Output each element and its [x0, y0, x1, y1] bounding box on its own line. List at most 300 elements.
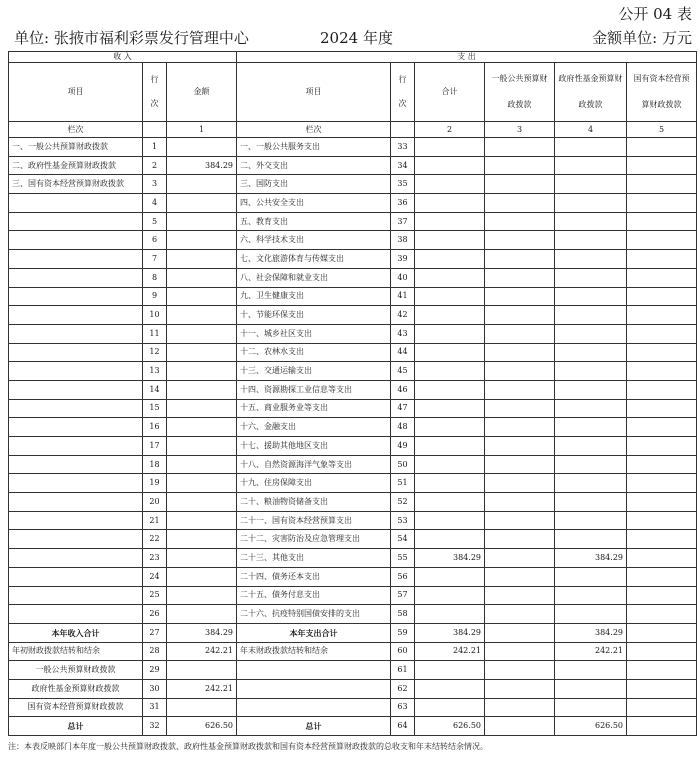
fund-budget-amount	[555, 156, 627, 175]
total-amount: 384.29	[415, 549, 485, 568]
income-amount: 384.29	[167, 623, 237, 642]
state-capital-amount	[627, 268, 697, 287]
income-amount: 242.21	[167, 642, 237, 661]
expense-item: 二十三、其他支出	[237, 549, 391, 568]
expense-item: 六、科学技术支出	[237, 231, 391, 250]
fund-budget-amount	[555, 493, 627, 512]
income-amount	[167, 698, 237, 717]
total-amount	[415, 343, 485, 362]
expense-item: 十六、金融支出	[237, 418, 391, 437]
expense-item	[237, 698, 391, 717]
income-line-no: 4	[143, 194, 167, 213]
income-item	[9, 268, 143, 287]
total-amount	[415, 268, 485, 287]
general-budget-amount	[485, 287, 555, 306]
table-row	[9, 250, 697, 269]
income-amount	[167, 586, 237, 605]
income-section-header: 收 入	[9, 52, 237, 63]
income-line-no: 15	[143, 399, 167, 418]
income-item	[9, 306, 143, 325]
expense-item: 总计	[237, 717, 391, 736]
income-line-no: 10	[143, 306, 167, 325]
table-row	[9, 399, 697, 418]
fund-budget-amount	[555, 212, 627, 231]
income-line-no: 21	[143, 511, 167, 530]
expense-line-no: 43	[391, 324, 415, 343]
income-line-no: 9	[143, 287, 167, 306]
general-budget-amount	[485, 530, 555, 549]
income-line-no: 18	[143, 455, 167, 474]
expense-item: 十七、援助其他地区支出	[237, 437, 391, 456]
expense-item: 年末财政拨款结转和结余	[237, 642, 391, 661]
fund-budget-amount	[555, 175, 627, 194]
state-capital-amount	[627, 455, 697, 474]
fund-budget-amount: 242.21	[555, 642, 627, 661]
income-amount	[167, 567, 237, 586]
total-amount	[415, 324, 485, 343]
fund-budget-amount: 384.29	[555, 549, 627, 568]
fund-budget-amount	[555, 605, 627, 624]
expense-line-no: 47	[391, 399, 415, 418]
total-amount	[415, 399, 485, 418]
fund-budget-amount	[555, 586, 627, 605]
expense-line-no: 37	[391, 212, 415, 231]
state-capital-amount	[627, 586, 697, 605]
income-item-header: 项目	[9, 63, 143, 122]
expense-item: 十八、自然资源海洋气象等支出	[237, 455, 391, 474]
expense-line-no: 40	[391, 268, 415, 287]
general-budget-amount	[485, 605, 555, 624]
income-amount	[167, 661, 237, 680]
income-amount	[167, 399, 237, 418]
income-amount	[167, 194, 237, 213]
income-item	[9, 212, 143, 231]
table-row	[9, 605, 697, 624]
expense-item: 十四、资源勘探工业信息等支出	[237, 380, 391, 399]
state-capital-amount	[627, 605, 697, 624]
table-row	[9, 287, 697, 306]
income-line-no: 29	[143, 661, 167, 680]
state-capital-amount	[627, 623, 697, 642]
fund-budget-amount	[555, 437, 627, 456]
income-amount	[167, 455, 237, 474]
state-capital-amount	[627, 567, 697, 586]
income-line-no: 22	[143, 530, 167, 549]
total-amount	[415, 586, 485, 605]
expense-line-no: 62	[391, 679, 415, 698]
state-capital-amount	[627, 362, 697, 381]
fund-budget-amount	[555, 679, 627, 698]
table-row	[9, 268, 697, 287]
total-amount	[415, 698, 485, 717]
expense-line-no: 41	[391, 287, 415, 306]
expense-line-no: 57	[391, 586, 415, 605]
income-line-no: 26	[143, 605, 167, 624]
income-line-no: 25	[143, 586, 167, 605]
income-amount	[167, 474, 237, 493]
expense-line-no: 61	[391, 661, 415, 680]
state-capital-header: 国有资本经营预算财政拨款	[627, 63, 697, 122]
total-amount	[415, 605, 485, 624]
income-line-no: 19	[143, 474, 167, 493]
general-budget-amount	[485, 250, 555, 269]
income-amount: 242.21	[167, 679, 237, 698]
general-budget-amount	[485, 380, 555, 399]
expense-line-no: 54	[391, 530, 415, 549]
fund-budget-amount	[555, 343, 627, 362]
expense-line-no: 63	[391, 698, 415, 717]
report-year: 2024 年度	[320, 29, 393, 47]
table-row	[9, 437, 697, 456]
income-amount-header: 金额	[167, 63, 237, 122]
fund-budget-amount	[555, 362, 627, 381]
table-row	[9, 231, 697, 250]
col-2-label: 2	[415, 122, 485, 138]
table-row	[9, 530, 697, 549]
income-amount	[167, 343, 237, 362]
income-item	[9, 380, 143, 399]
income-item: 年初财政拨款结转和结余	[9, 642, 143, 661]
income-line-header: 行 次	[143, 63, 167, 122]
state-capital-amount	[627, 399, 697, 418]
general-budget-amount	[485, 493, 555, 512]
fund-budget-amount	[555, 287, 627, 306]
table-row	[9, 324, 697, 343]
state-capital-amount	[627, 287, 697, 306]
total-amount	[415, 250, 485, 269]
general-budget-amount	[485, 175, 555, 194]
expense-line-no: 59	[391, 623, 415, 642]
income-line-no: 28	[143, 642, 167, 661]
income-col-label: 栏次	[9, 122, 143, 138]
expense-line-no: 33	[391, 138, 415, 157]
income-item	[9, 493, 143, 512]
income-item	[9, 250, 143, 269]
income-item: 总计	[9, 717, 143, 736]
summary-row	[9, 661, 697, 680]
expense-line-no: 58	[391, 605, 415, 624]
income-item	[9, 567, 143, 586]
income-amount	[167, 511, 237, 530]
state-capital-amount	[627, 212, 697, 231]
income-item	[9, 511, 143, 530]
expense-item: 十五、商业服务业等支出	[237, 399, 391, 418]
general-budget-amount	[485, 343, 555, 362]
fund-budget-amount	[555, 698, 627, 717]
total-amount	[415, 418, 485, 437]
general-budget-amount	[485, 324, 555, 343]
table-row	[9, 549, 697, 568]
general-budget-amount	[485, 194, 555, 213]
income-line-no: 14	[143, 380, 167, 399]
unit-name: 单位: 张掖市福利彩票发行管理中心	[14, 29, 249, 47]
col-3-label: 3	[485, 122, 555, 138]
income-line-no: 30	[143, 679, 167, 698]
fund-budget-amount: 384.29	[555, 623, 627, 642]
income-line-no: 23	[143, 549, 167, 568]
expense-item: 十三、交通运输支出	[237, 362, 391, 381]
general-budget-amount	[485, 437, 555, 456]
income-amount: 384.29	[167, 156, 237, 175]
state-capital-amount	[627, 138, 697, 157]
expense-line-no: 52	[391, 493, 415, 512]
expense-item: 二十五、债务付息支出	[237, 586, 391, 605]
state-capital-amount	[627, 324, 697, 343]
total-amount: 242.21	[415, 642, 485, 661]
expense-section-header: 支 出	[237, 52, 697, 63]
general-budget-amount	[485, 717, 555, 736]
state-capital-amount	[627, 437, 697, 456]
income-amount	[167, 530, 237, 549]
table-row	[9, 194, 697, 213]
expense-item: 十一、城乡社区支出	[237, 324, 391, 343]
income-item	[9, 287, 143, 306]
col-4-label: 4	[555, 122, 627, 138]
total-amount	[415, 306, 485, 325]
table-row	[9, 586, 697, 605]
fund-budget-amount	[555, 567, 627, 586]
income-item: 三、国有资本经营预算财政拨款	[9, 175, 143, 194]
expense-item	[237, 661, 391, 680]
income-amount	[167, 324, 237, 343]
fund-budget-amount	[555, 530, 627, 549]
table-row	[9, 362, 697, 381]
expense-line-no: 50	[391, 455, 415, 474]
income-item: 本年收入合计	[9, 623, 143, 642]
income-amount	[167, 231, 237, 250]
income-amount	[167, 306, 237, 325]
general-budget-header: 一般公共预算财政拨款	[485, 63, 555, 122]
expense-line-no: 60	[391, 642, 415, 661]
income-amount	[167, 362, 237, 381]
total-amount	[415, 212, 485, 231]
total-amount	[415, 175, 485, 194]
total-amount	[415, 493, 485, 512]
total-amount	[415, 661, 485, 680]
fund-budget-amount: 626.50	[555, 717, 627, 736]
total-amount	[415, 530, 485, 549]
income-amount	[167, 138, 237, 157]
income-item	[9, 231, 143, 250]
expense-item: 三、国防支出	[237, 175, 391, 194]
income-line-no: 5	[143, 212, 167, 231]
expense-line-no: 48	[391, 418, 415, 437]
expense-line-no: 34	[391, 156, 415, 175]
total-amount	[415, 138, 485, 157]
expense-item: 五、教育支出	[237, 212, 391, 231]
total-amount	[415, 362, 485, 381]
income-amount	[167, 287, 237, 306]
income-amount	[167, 212, 237, 231]
expense-item: 二十六、抗疫特别国债安排的支出	[237, 605, 391, 624]
expense-line-no: 42	[391, 306, 415, 325]
income-line-no: 7	[143, 250, 167, 269]
income-line-no: 27	[143, 623, 167, 642]
income-amount	[167, 605, 237, 624]
general-budget-amount	[485, 549, 555, 568]
income-item	[9, 586, 143, 605]
income-item	[9, 343, 143, 362]
fiscal-allocation-table	[8, 51, 697, 736]
table-row	[9, 306, 697, 325]
expense-item: 十二、农林水支出	[237, 343, 391, 362]
expense-item: 十九、住房保障支出	[237, 474, 391, 493]
expense-line-no: 46	[391, 380, 415, 399]
expense-item: 七、文化旅游体育与传媒支出	[237, 250, 391, 269]
table-row	[9, 156, 697, 175]
table-note: 注：本表反映部门本年度一般公共预算财政拨款、政府性基金预算财政拨款和国有资本经营预算财政拨款的总收支和年末结转结余情况。	[8, 742, 488, 751]
state-capital-amount	[627, 642, 697, 661]
expense-line-no: 44	[391, 343, 415, 362]
total-amount	[415, 231, 485, 250]
income-item	[9, 605, 143, 624]
general-budget-amount	[485, 679, 555, 698]
income-item	[9, 399, 143, 418]
expense-item: 二十二、灾害防治及应急管理支出	[237, 530, 391, 549]
state-capital-amount	[627, 231, 697, 250]
total-header: 合计	[415, 63, 485, 122]
general-budget-amount	[485, 212, 555, 231]
general-budget-amount	[485, 156, 555, 175]
general-budget-amount	[485, 399, 555, 418]
table-row	[9, 493, 697, 512]
expense-line-no: 56	[391, 567, 415, 586]
income-amount	[167, 493, 237, 512]
total-amount	[415, 437, 485, 456]
state-capital-amount	[627, 343, 697, 362]
state-capital-amount	[627, 306, 697, 325]
summary-row	[9, 642, 697, 661]
total-amount	[415, 567, 485, 586]
fund-budget-amount	[555, 231, 627, 250]
table-row	[9, 455, 697, 474]
state-capital-amount	[627, 418, 697, 437]
state-capital-amount	[627, 250, 697, 269]
income-amount	[167, 250, 237, 269]
income-line-no: 8	[143, 268, 167, 287]
fund-budget-amount	[555, 250, 627, 269]
expense-line-no: 51	[391, 474, 415, 493]
fund-budget-amount	[555, 418, 627, 437]
summary-row	[9, 679, 697, 698]
table-row	[9, 175, 697, 194]
income-item: 政府性基金预算财政拨款	[9, 679, 143, 698]
state-capital-amount	[627, 679, 697, 698]
total-amount: 384.29	[415, 623, 485, 642]
table-row	[9, 567, 697, 586]
state-capital-amount	[627, 698, 697, 717]
general-budget-amount	[485, 661, 555, 680]
general-budget-amount	[485, 623, 555, 642]
expense-line-no: 35	[391, 175, 415, 194]
expense-item: 八、社会保障和就业支出	[237, 268, 391, 287]
state-capital-amount	[627, 661, 697, 680]
income-amount	[167, 437, 237, 456]
income-line-no: 1	[143, 138, 167, 157]
total-amount	[415, 287, 485, 306]
state-capital-amount	[627, 549, 697, 568]
general-budget-amount	[485, 698, 555, 717]
col-1-label: 1	[167, 122, 237, 138]
income-amount	[167, 549, 237, 568]
expense-item: 二十一、国有资本经营预算支出	[237, 511, 391, 530]
expense-line-no: 39	[391, 250, 415, 269]
expense-item: 四、公共安全支出	[237, 194, 391, 213]
state-capital-amount	[627, 380, 697, 399]
expense-item	[237, 679, 391, 698]
income-item: 国有资本经营预算财政拨款	[9, 698, 143, 717]
state-capital-amount	[627, 156, 697, 175]
state-capital-amount	[627, 530, 697, 549]
income-line-no: 16	[143, 418, 167, 437]
general-budget-amount	[485, 474, 555, 493]
total-amount	[415, 194, 485, 213]
expense-line-no: 55	[391, 549, 415, 568]
income-item: 一、一般公共预算财政拨款	[9, 138, 143, 157]
general-budget-amount	[485, 138, 555, 157]
summary-row	[9, 623, 697, 642]
income-line-no: 13	[143, 362, 167, 381]
expense-item: 一、一般公共服务支出	[237, 138, 391, 157]
income-item	[9, 418, 143, 437]
income-item	[9, 530, 143, 549]
general-budget-amount	[485, 306, 555, 325]
income-item	[9, 324, 143, 343]
expense-col-label: 栏次	[237, 122, 391, 138]
income-line-no: 3	[143, 175, 167, 194]
general-budget-amount	[485, 511, 555, 530]
income-item	[9, 194, 143, 213]
total-amount	[415, 455, 485, 474]
expense-line-header: 行 次	[391, 63, 415, 122]
money-unit: 金额单位: 万元	[592, 29, 692, 47]
fund-budget-amount	[555, 511, 627, 530]
total-amount	[415, 156, 485, 175]
income-item: 一般公共预算财政拨款	[9, 661, 143, 680]
fund-budget-amount	[555, 661, 627, 680]
expense-line-no: 38	[391, 231, 415, 250]
income-line-no: 6	[143, 231, 167, 250]
table-row	[9, 511, 697, 530]
expense-col-no-blank	[391, 122, 415, 138]
general-budget-amount	[485, 418, 555, 437]
table-row	[9, 138, 697, 157]
general-budget-amount	[485, 642, 555, 661]
income-amount	[167, 268, 237, 287]
summary-row	[9, 717, 697, 736]
fund-budget-amount	[555, 306, 627, 325]
income-amount	[167, 175, 237, 194]
fund-budget-amount	[555, 380, 627, 399]
expense-line-no: 64	[391, 717, 415, 736]
income-item	[9, 474, 143, 493]
income-line-no: 2	[143, 156, 167, 175]
income-line-no: 17	[143, 437, 167, 456]
fund-budget-header: 政府性基金预算财政拨款	[555, 63, 627, 122]
income-item	[9, 362, 143, 381]
expense-item: 九、卫生健康支出	[237, 287, 391, 306]
income-line-no: 12	[143, 343, 167, 362]
state-capital-amount	[627, 175, 697, 194]
total-amount	[415, 511, 485, 530]
total-amount	[415, 679, 485, 698]
income-line-no: 31	[143, 698, 167, 717]
state-capital-amount	[627, 493, 697, 512]
table-row	[9, 212, 697, 231]
expense-line-no: 53	[391, 511, 415, 530]
summary-row	[9, 698, 697, 717]
fund-budget-amount	[555, 194, 627, 213]
